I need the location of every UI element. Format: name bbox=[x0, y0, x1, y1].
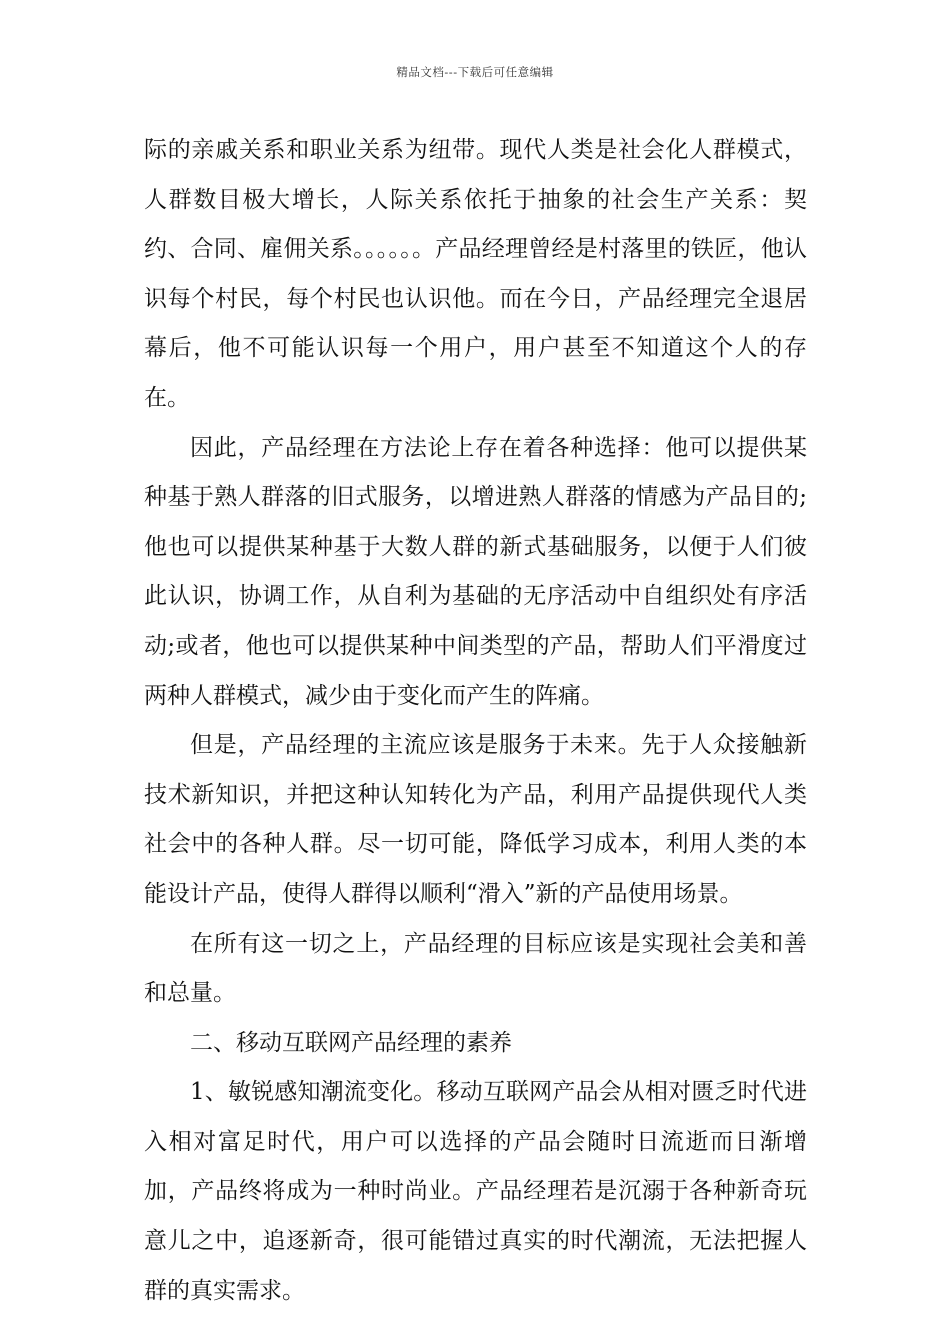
section-heading: 二、移动互联网产品经理的素养 bbox=[190, 1029, 512, 1056]
page-header: 精品文档---下载后可任意编辑 bbox=[396, 65, 554, 79]
paragraph-goal: 在所有这一切之上，产品经理的目标应该是实现社会美和善和总量。 bbox=[144, 930, 807, 1007]
document-body bbox=[144, 126, 807, 1316]
paragraph-trend: 1、敏锐感知潮流变化。移动互联网产品会从相对匮乏时代进入相对富足时代，用户可以选择的产品会随时日流逝而日渐增加，产品终将成为一种时尚业。产品经理若是沉溺于各种新奇玩意儿之中，追逐新奇，很可能错过真实的时代潮流，无法把握人群的真实需求。 bbox=[144, 1079, 807, 1304]
paragraph-future: 但是，产品经理的主流应该是服务于未来。先于人众接触新技术新知识，并把这种认知转化为产品，利用产品提供现代人类社会中的各种人群。尽一切可能，降低学习成本，利用人类的本能设计产品，使得人群得以顺利“滑入”新的产品使用场景。 bbox=[144, 732, 807, 907]
paragraph-continuation: 际的亲戚关系和职业关系为纽带。现代人类是社会化人群模式，人群数目极大增长，人际关系依托于抽象的社会生产关系：契约、合同、雇佣关系。。。。。。产品经理曾经是村落里的铁匠，他认识每个村民，每个村民也认识他。而在今日，产品经理完全退居幕后，他不可能认识每一个用户，用户甚至不知道这个人的存在。 bbox=[144, 137, 807, 411]
paragraph-methodology: 因此，产品经理在方法论上存在着各种选择：他可以提供某种基于熟人群落的旧式服务，以增进熟人群落的情感为产品目的;他也可以提供某种基于大数人群的新式基础服务，以便于人们彼此认识，协调工作，从自利为基础的无序活动中自组织处有序活动;或者，他也可以提供某种中间类型的产品，帮助人们平滑度过两种人群模式，减少由于变化而产生的阵痛。 bbox=[144, 434, 807, 709]
